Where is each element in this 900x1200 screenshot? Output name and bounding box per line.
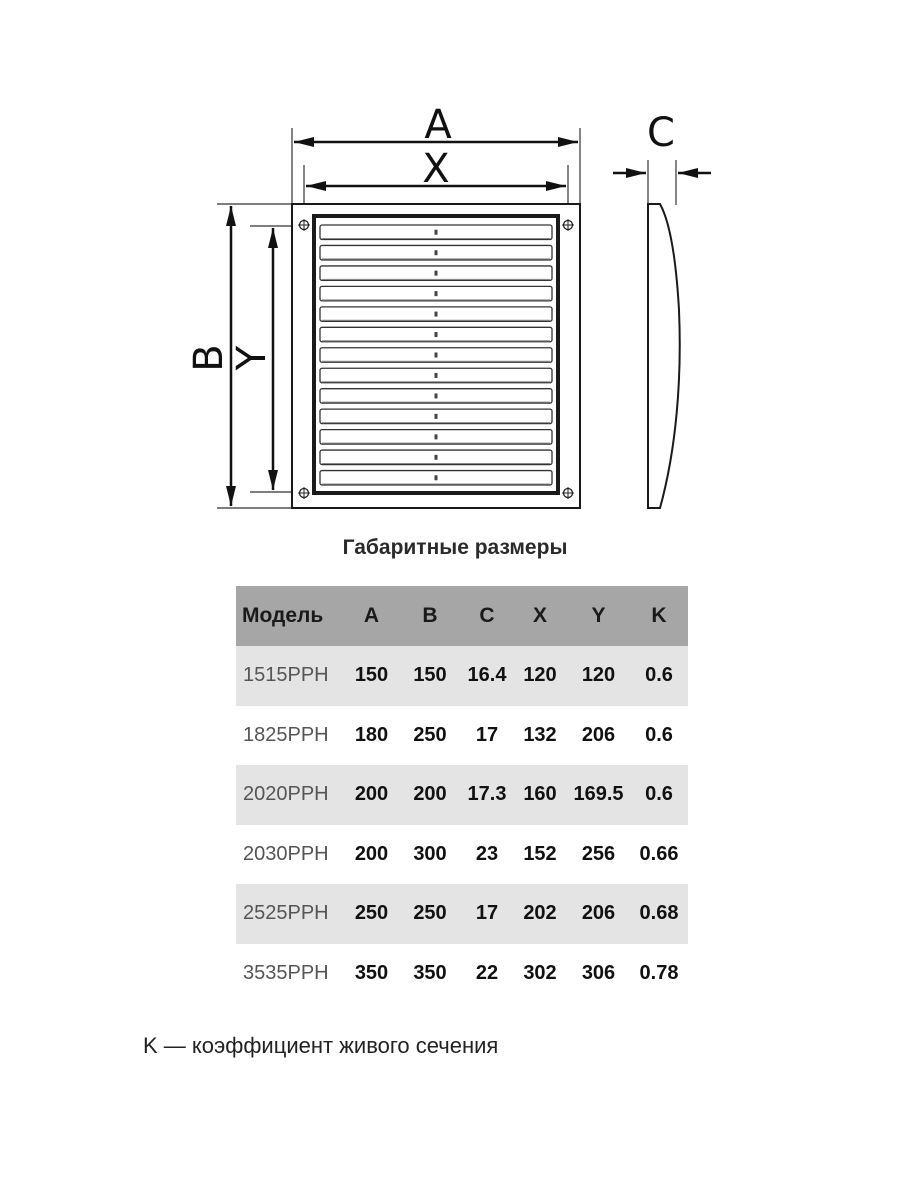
cell-model: 1515PPH: [236, 646, 344, 706]
grille-slat: [320, 286, 552, 300]
cell-k: 0.66: [639, 842, 679, 865]
grille-slat: [320, 389, 552, 403]
cell-x: 120: [513, 646, 567, 706]
cell-a: 200: [354, 842, 389, 865]
cell-a: 250: [344, 884, 399, 944]
cell-y: 206: [567, 884, 630, 944]
grille-slat: [320, 307, 552, 321]
cell-k: 0.6: [630, 765, 688, 825]
grille-drawing: [0, 0, 900, 530]
header-c: C: [461, 586, 513, 646]
cell-y: 206: [581, 723, 616, 746]
label-c: C: [647, 110, 675, 156]
cell-y: 120: [567, 646, 630, 706]
cell-x: 202: [513, 884, 567, 944]
cell-model: 3535PPH: [243, 961, 329, 984]
cell-k: 0.6: [645, 723, 673, 746]
grille-slat: [320, 225, 552, 239]
cell-a: 350: [354, 961, 389, 984]
cell-x: 302: [523, 961, 557, 984]
grille-slat: [320, 266, 552, 280]
cell-b: 350: [413, 961, 447, 984]
cell-y: 256: [581, 842, 616, 865]
grille-slat: [320, 368, 552, 382]
table-row: [236, 825, 688, 885]
cell-model: 2525PPH: [236, 884, 344, 944]
cell-b: 250: [399, 884, 461, 944]
table-row: [236, 765, 688, 825]
grille-slat: [320, 471, 552, 485]
cell-a: 150: [344, 646, 399, 706]
header-b: B: [399, 586, 461, 646]
table-row: [236, 646, 688, 706]
grille-front-view: [292, 204, 580, 508]
cell-a: 180: [354, 723, 389, 746]
header-model: Модель: [236, 586, 344, 646]
cell-b: 250: [413, 723, 447, 746]
dimension-c: [613, 110, 711, 205]
header-x: X: [513, 586, 567, 646]
header-y: Y: [567, 586, 630, 646]
grille-slat: [320, 245, 552, 259]
cell-k: 0.68: [630, 884, 688, 944]
cell-b: 200: [399, 765, 461, 825]
header-k: K: [630, 586, 688, 646]
grille-side-view: [648, 204, 680, 508]
cell-b: 300: [413, 842, 447, 865]
cell-x: 132: [523, 723, 557, 746]
cell-a: 200: [344, 765, 399, 825]
cell-model: 2020PPH: [236, 765, 344, 825]
cell-k: 0.6: [630, 646, 688, 706]
cell-x: 160: [513, 765, 567, 825]
cell-c: 17: [461, 884, 513, 944]
cell-c: 23: [475, 842, 499, 865]
label-x: X: [422, 146, 450, 192]
table-title: Габаритные размеры: [342, 536, 568, 559]
cell-model: 1825PPH: [243, 723, 329, 746]
cell-y: 169.5: [567, 765, 630, 825]
grille-slat: [320, 327, 552, 341]
label-y: Y: [229, 345, 275, 371]
cell-x: 152: [523, 842, 557, 865]
cell-c: 16.4: [461, 646, 513, 706]
cell-model: 2030PPH: [243, 842, 329, 865]
footnote: K — коэффициент живого сечения: [143, 1033, 499, 1058]
cell-b: 150: [399, 646, 461, 706]
table-row: [236, 706, 688, 766]
cell-c: 17.3: [461, 765, 513, 825]
cell-c: 22: [475, 961, 499, 984]
grille-slat: [320, 409, 552, 423]
table-header-row: [236, 586, 688, 646]
label-b: B: [186, 344, 232, 372]
table-row: [236, 944, 688, 1004]
cell-y: 306: [581, 961, 616, 984]
cell-c: 17: [475, 723, 499, 746]
dimensions-table: [236, 586, 688, 1003]
grille-slat: [320, 430, 552, 444]
header-a: A: [344, 586, 399, 646]
grille-slat: [320, 450, 552, 464]
label-a: A: [424, 102, 452, 148]
cell-k: 0.78: [639, 961, 679, 984]
table-row: [236, 884, 688, 944]
grille-slat: [320, 348, 552, 362]
